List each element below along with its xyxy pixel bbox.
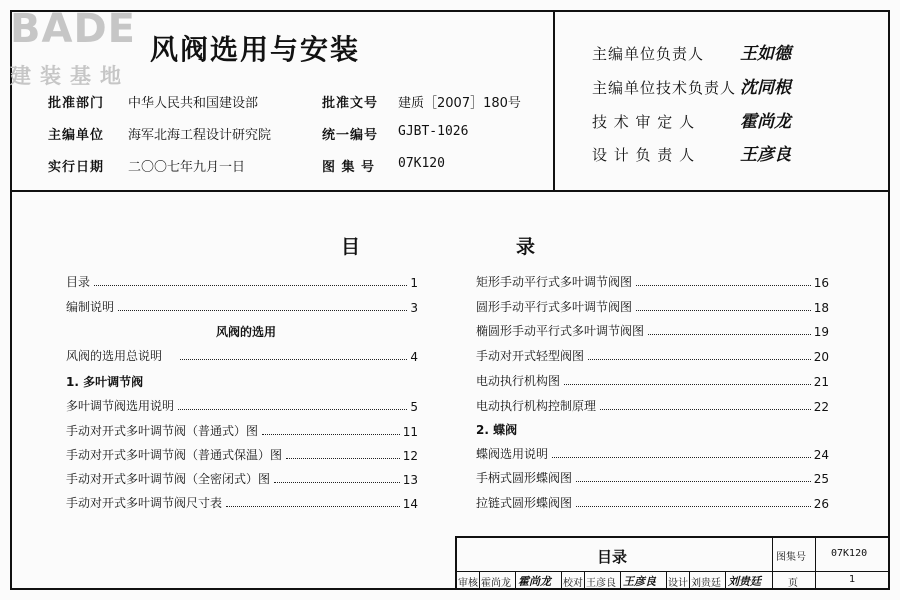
title-block-divider — [457, 571, 888, 572]
editor-unit-value: 海军北海工程设计研究院 — [128, 128, 272, 143]
toc-entry-page: 16 — [813, 276, 829, 290]
toc-entry[interactable] — [66, 469, 418, 487]
document-title: 风阀选用与安装 — [150, 33, 361, 66]
toc-entry[interactable] — [66, 297, 418, 315]
logo-word: BADE — [10, 6, 136, 52]
contents-frame — [10, 191, 890, 590]
title-block-divider — [666, 571, 667, 588]
toc-leader-dots — [178, 409, 407, 410]
toc-entry-page: 20 — [813, 350, 829, 364]
toc-entry-title: 多叶调节阀选用说明 — [66, 399, 175, 413]
toc-entry-page: 22 — [813, 400, 829, 414]
page-label: 页 — [788, 578, 798, 589]
toc-entry-page: 18 — [813, 301, 829, 315]
toc-leader-dots — [226, 506, 400, 507]
check-signature: 王彦良 — [623, 575, 656, 588]
design-signature: 刘贵廷 — [728, 575, 761, 588]
toc-entry-title: 风阀的选用总说明 — [66, 349, 163, 363]
check-name: 王彦良 — [586, 578, 616, 589]
chief-editor-label: 主编单位负责人 — [592, 45, 705, 63]
toc-heading-left: 目 — [341, 236, 361, 258]
toc-entry-title: 蝶阀选用说明 — [476, 447, 549, 461]
toc-entry[interactable] — [476, 371, 829, 389]
toc-leader-dots — [180, 359, 407, 360]
tech-director-signature: 沈同根 — [740, 78, 791, 98]
toc-entry-page: 24 — [813, 448, 829, 462]
title-block-title: 目录 — [597, 548, 628, 566]
toc-entry[interactable] — [66, 272, 418, 290]
toc-leader-dots — [588, 359, 811, 360]
unified-no-value: GJBT-1026 — [398, 124, 469, 139]
toc-entry-title: 电动执行机构控制原理 — [476, 399, 597, 413]
approval-doc-label: 批准文号 — [322, 96, 379, 111]
toc-leader-dots — [576, 481, 811, 482]
toc-entry-page: 5 — [410, 400, 418, 414]
toc-entry-title: 手动对开式多叶调节阀（普通式）图 — [66, 424, 259, 438]
design-lead-signature: 王彦良 — [740, 145, 791, 165]
title-block — [455, 536, 890, 590]
toc-entry-page: 11 — [402, 425, 418, 439]
atlas-no-value: 07K120 — [398, 156, 445, 171]
toc-leader-dots — [636, 285, 811, 286]
title-block-divider — [772, 538, 773, 588]
title-block-divider — [561, 571, 562, 588]
toc-entry-page: 12 — [402, 449, 418, 463]
toc-leader-dots — [552, 457, 811, 458]
atlas-no-value: 07K120 — [831, 548, 868, 559]
approval-dept-label: 批准部门 — [48, 96, 105, 111]
toc-entry[interactable] — [476, 346, 829, 364]
toc-entry[interactable] — [66, 421, 418, 439]
toc-entry-page: 25 — [813, 472, 829, 486]
toc-section-heading: 2. 蝶阀 — [476, 423, 518, 437]
toc-entry[interactable] — [476, 272, 829, 290]
title-block-divider — [620, 571, 621, 588]
toc-entry[interactable] — [476, 468, 829, 486]
technical-reviewer-label: 技 术 审 定 人 — [592, 113, 696, 131]
toc-entry[interactable] — [476, 493, 829, 511]
toc-entry[interactable] — [476, 297, 829, 315]
design-label: 设计 — [668, 578, 688, 589]
title-block-divider — [515, 571, 516, 588]
check-label: 校对 — [563, 578, 583, 589]
toc-entry[interactable] — [476, 321, 829, 339]
toc-leader-dots — [262, 434, 400, 435]
toc-entry-title: 目录 — [66, 275, 91, 289]
effective-date-label: 实行日期 — [48, 160, 105, 175]
toc-entry-page: 1 — [410, 276, 418, 290]
toc-leader-dots — [648, 334, 811, 335]
toc-leader-dots — [94, 285, 407, 286]
review-signature: 霍尚龙 — [518, 575, 551, 588]
toc-leader-dots — [286, 458, 400, 459]
toc-entry-title: 圆形手动平行式多叶调节阀图 — [476, 300, 633, 314]
toc-entry-page: 19 — [813, 325, 829, 339]
toc-leader-dots — [274, 482, 400, 483]
title-block-divider — [689, 571, 690, 588]
toc-entry-title: 手动对开式多叶调节阀（普通式保温）图 — [66, 448, 283, 462]
toc-entry-title: 椭圆形手动平行式多叶调节阀图 — [476, 324, 645, 338]
toc-entry[interactable] — [476, 444, 829, 462]
toc-entry[interactable] — [66, 346, 418, 364]
logo-subtitle: 建装基地 — [10, 64, 130, 88]
toc-leader-dots — [636, 310, 811, 311]
toc-entry-page: 26 — [813, 497, 829, 511]
toc-leader-dots — [118, 310, 407, 311]
toc-entry-page: 4 — [410, 350, 418, 364]
technical-reviewer-signature: 霍尚龙 — [740, 112, 791, 132]
title-block-divider — [479, 571, 480, 588]
effective-date-value: 二〇〇七年九月一日 — [128, 160, 246, 175]
toc-entry-title: 手动对开式多叶调节阀（全密闭式）图 — [66, 472, 271, 486]
toc-entry-page: 21 — [813, 375, 829, 389]
page-number: 1 — [849, 574, 856, 585]
design-name: 刘贵廷 — [691, 578, 721, 589]
toc-entry-title: 手柄式圆形蝶阀图 — [476, 471, 573, 485]
chief-editor-signature: 王如德 — [740, 44, 791, 64]
toc-entry[interactable] — [66, 493, 418, 511]
atlas-no-label: 图集号 — [776, 552, 806, 563]
toc-leader-dots — [564, 384, 811, 385]
toc-leader-dots — [576, 506, 811, 507]
review-name: 霍尚龙 — [481, 578, 511, 589]
title-block-divider — [725, 571, 726, 588]
design-lead-label: 设 计 负 责 人 — [592, 146, 696, 164]
tech-director-label: 主编单位技术负责人 — [592, 79, 737, 97]
toc-leader-dots — [600, 409, 811, 410]
toc-entry-page: 13 — [402, 473, 418, 487]
toc-entry-title: 手动对开式轻型阀图 — [476, 349, 585, 363]
review-label: 审核 — [458, 578, 478, 589]
toc-entry-title: 拉链式圆形蝶阀图 — [476, 496, 573, 510]
toc-entry[interactable] — [66, 445, 418, 463]
toc-entry-page: 14 — [402, 497, 418, 511]
editor-unit-label: 主编单位 — [48, 128, 105, 143]
toc-heading-right: 录 — [516, 236, 536, 258]
toc-entry-title: 编制说明 — [66, 300, 115, 314]
title-block-divider — [584, 571, 585, 588]
toc-entry-page: 3 — [410, 301, 418, 315]
toc-entry-title: 矩形手动平行式多叶调节阀图 — [476, 275, 633, 289]
toc-entry-title: 手动对开式多叶调节阀尺寸表 — [66, 496, 223, 510]
toc-section-heading: 风阀的选用 — [216, 325, 277, 339]
header-divider — [553, 10, 555, 192]
toc-entry-title: 电动执行机构图 — [476, 374, 561, 388]
title-block-divider — [815, 538, 816, 588]
toc-entry[interactable] — [476, 396, 829, 414]
unified-no-label: 统一编号 — [322, 128, 379, 143]
toc-section-heading: 1. 多叶调节阀 — [66, 375, 144, 389]
atlas-no-label: 图 集 号 — [322, 160, 376, 175]
toc-entry[interactable] — [66, 396, 418, 414]
approval-doc-value: 建质［2007］180号 — [398, 96, 521, 111]
approval-dept-value: 中华人民共和国建设部 — [128, 96, 259, 111]
